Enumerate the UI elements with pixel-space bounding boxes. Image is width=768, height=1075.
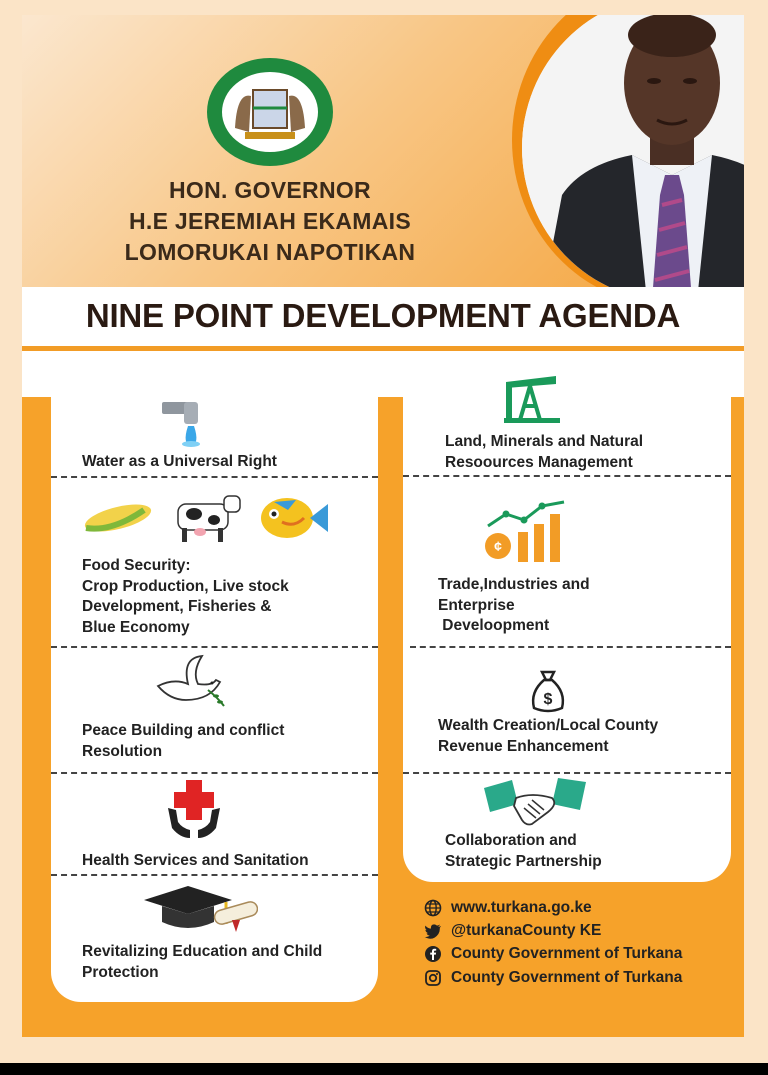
agenda-item-collaboration: Collaboration and Strategic Partnership (445, 832, 602, 870)
dove-icon (152, 652, 226, 717)
facebook-text: County Government of Turkana (451, 945, 683, 962)
county-logo (205, 56, 335, 168)
oil-pump-icon (504, 372, 560, 429)
divider (51, 476, 378, 478)
contact-website[interactable] (424, 899, 592, 917)
food-security-icon (82, 488, 332, 551)
bottom-band (0, 1063, 768, 1075)
website-text: www.turkana.go.ke (451, 899, 592, 916)
growth-chart-icon (484, 500, 572, 569)
graduation-cap-icon (140, 880, 258, 945)
agenda-item-education: Revitalizing Education and Child Protection (82, 943, 323, 981)
agenda-item-trade: Trade,Industries and Enterprise Develoopment (438, 576, 590, 634)
title-line-3: LOMORUKAI NAPOTIKAN (124, 239, 416, 265)
contact-twitter[interactable] (424, 922, 601, 940)
divider (403, 475, 731, 477)
agenda-item-water: Water as a Universal Right (82, 453, 277, 470)
facebook-icon (424, 945, 442, 963)
agenda-item-land: Land, Minerals and Natural Resoources Management (445, 433, 644, 471)
agenda-title: NINE POINT DEVELOPMENT AGENDA (85, 297, 681, 334)
divider (51, 772, 378, 774)
contact-facebook[interactable] (424, 945, 682, 963)
globe-icon (424, 899, 442, 917)
twitter-text: @turkanaCounty KE (451, 922, 602, 939)
title-line-1: HON. GOVERNOR (169, 177, 371, 203)
handshake-icon (482, 774, 588, 837)
agenda-item-food-security: Food Security: Crop Production, Live stock Development, Fisheries & Blue Economy (82, 557, 289, 636)
svg-text:¢: ¢ (494, 538, 502, 554)
agenda-item-health: Health Services and Sanitation (82, 852, 309, 869)
divider (410, 646, 731, 648)
instagram-icon (424, 969, 442, 987)
title-line-2: H.E JEREMIAH EKAMAIS (128, 208, 412, 234)
twitter-icon (424, 922, 442, 940)
svg-text:$: $ (543, 691, 553, 708)
divider (51, 646, 378, 648)
agenda-item-wealth: Wealth Creation/Local County Revenue Enhancement (438, 717, 659, 755)
contact-instagram[interactable] (424, 969, 682, 987)
instagram-text: County Government of Turkana (451, 969, 683, 986)
divider (51, 874, 378, 876)
agenda-item-peace: Peace Building and conflict Resolution (82, 722, 285, 760)
money-bag-icon (528, 668, 568, 721)
health-cross-icon (166, 778, 222, 847)
water-tap-icon (160, 396, 212, 453)
